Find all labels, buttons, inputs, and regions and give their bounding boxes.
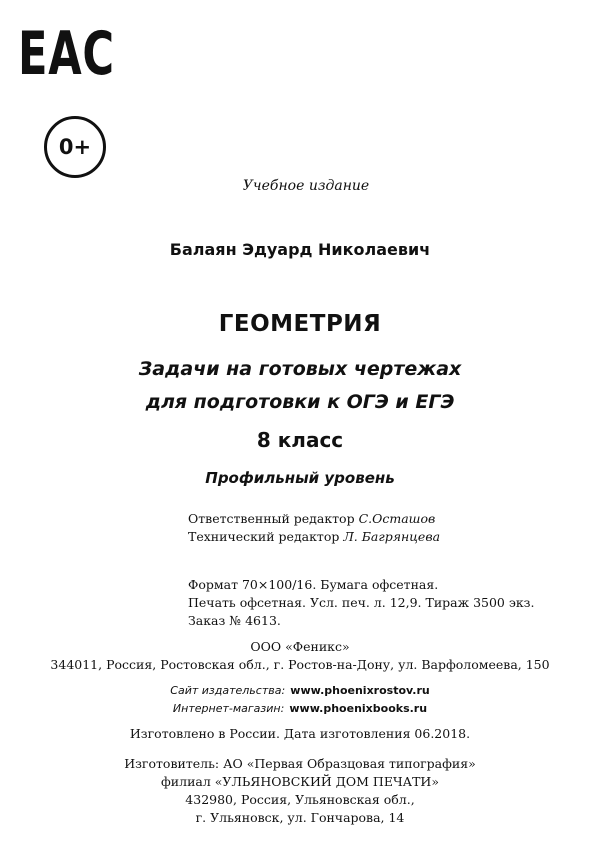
- technical-editor-name: Л. Багрянцева: [343, 529, 441, 544]
- subtitle-line-2: для подготовки к ОГЭ и ЕГЭ: [145, 391, 455, 413]
- publisher-shop-url[interactable]: www.phoenixbooks.ru: [289, 702, 428, 715]
- manufacturer-line-3: 432980, Россия, Ульяновская обл.,: [185, 792, 415, 807]
- publisher-site-label: Сайт издательства:: [170, 684, 286, 697]
- responsible-editor-name: С.Осташов: [358, 511, 436, 526]
- manufacturer-line-4: г. Ульяновск, ул. Гончарова, 14: [195, 810, 405, 825]
- manufacturer-block: [0, 755, 600, 827]
- publisher-address: 344011, Россия, Ростовская обл., г. Ростов-на-Дону, ул. Варфоломеева, 150: [50, 657, 550, 672]
- publisher-shop: [0, 697, 600, 716]
- grade: 8 класс: [256, 428, 344, 452]
- imprint-order: Заказ № 4613.: [188, 613, 281, 628]
- editors-block: [188, 510, 440, 546]
- made-in: Изготовлено в России. Дата изготовления 06.2018.: [129, 726, 471, 741]
- imprint-print: Печать офсетная. Усл. печ. л. 12,9. Тираж 3500 экз.: [188, 595, 535, 610]
- level: Профильный уровень: [205, 469, 395, 487]
- eac-logo: EAC: [18, 19, 115, 89]
- manufacturer-line-1: Изготовитель: АО «Первая Образцовая типография»: [124, 756, 476, 771]
- responsible-editor: [188, 510, 440, 528]
- edition-type: Учебное издание: [242, 178, 370, 194]
- book-title: ГЕОМЕТРИЯ: [218, 311, 382, 337]
- age-rating-badge: [44, 116, 106, 178]
- publisher-site: [0, 679, 600, 698]
- imprint-block: [188, 576, 534, 630]
- technical-editor-label: Технический редактор: [188, 529, 340, 544]
- responsible-editor-label: Ответственный редактор: [188, 511, 355, 526]
- publisher-name: ООО «Феникс»: [250, 639, 350, 654]
- imprint-format: Формат 70×100/16. Бумага офсетная.: [188, 577, 439, 592]
- publisher-shop-label: Интернет-магазин:: [172, 702, 285, 715]
- technical-editor: [188, 528, 440, 546]
- publisher-site-url[interactable]: www.phoenixrostov.ru: [290, 684, 430, 697]
- eac-mark: [18, 18, 118, 90]
- manufacturer-line-2: филиал «УЛЬЯНОВСКИЙ ДОМ ПЕЧАТИ»: [161, 774, 439, 789]
- age-rating-text: 0+: [58, 135, 92, 159]
- author: Балаян Эдуард Николаевич: [169, 240, 431, 259]
- subtitle-line-1: Задачи на готовых чертежах: [138, 358, 462, 380]
